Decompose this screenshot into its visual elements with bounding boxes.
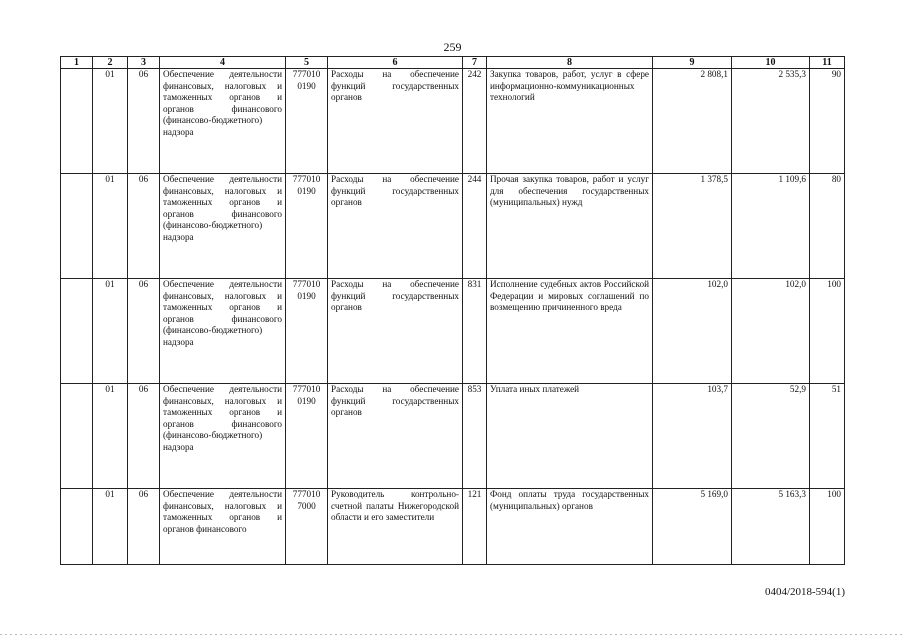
- cell-actual: 102,0: [732, 279, 810, 384]
- table-row: [61, 279, 845, 384]
- column-header: 11: [810, 57, 845, 69]
- cell-expense-name: Прочая закупка товаров, работ и услуг для обеспечения государственных (муниципальных) нужд: [487, 174, 653, 279]
- cell-plan: 103,7: [653, 384, 732, 489]
- cell-section: 01: [93, 69, 128, 174]
- cell-section: 01: [93, 174, 128, 279]
- cell-target-code: 777010 0190: [286, 279, 328, 384]
- cell-plan: 1 378,5: [653, 174, 732, 279]
- column-header: 5: [286, 57, 328, 69]
- cell-actual: 5 163,3: [732, 489, 810, 565]
- cell-target-name: Расходы на обеспечение функций государственных органов: [328, 384, 463, 489]
- document-code: 0404/2018-594(1): [764, 586, 845, 598]
- column-header: 1: [61, 57, 93, 69]
- cell-percent: 90: [810, 69, 845, 174]
- cell-subsection-name: Обеспечение деятельности финансовых, налоговых и таможенных органов и органов финансового (финансово-бюджетного) надзора: [160, 384, 286, 489]
- table-row: [61, 489, 845, 565]
- cell-col1: [61, 69, 93, 174]
- column-header: 8: [487, 57, 653, 69]
- cell-subsection: 06: [128, 69, 160, 174]
- cell-expense-type: 242: [463, 69, 487, 174]
- cell-actual: 1 109,6: [732, 174, 810, 279]
- column-header: 2: [93, 57, 128, 69]
- cell-expense-name: Исполнение судебных актов Российской Федерации и мировых соглашений по возмещению причиненного вреда: [487, 279, 653, 384]
- cell-percent: 100: [810, 489, 845, 565]
- cell-col1: [61, 174, 93, 279]
- table-row: [61, 174, 845, 279]
- cell-actual: 52,9: [732, 384, 810, 489]
- cell-col1: [61, 489, 93, 565]
- cell-section: 01: [93, 489, 128, 565]
- cell-subsection-name: Обеспечение деятельности финансовых, налоговых и таможенных органов и органов финансового (финансово-бюджетного) надзора: [160, 279, 286, 384]
- cell-expense-name: Фонд оплаты труда государственных (муниципальных) органов: [487, 489, 653, 565]
- cell-percent: 80: [810, 174, 845, 279]
- cell-subsection: 06: [128, 489, 160, 565]
- column-header: 7: [463, 57, 487, 69]
- cell-expense-type: 853: [463, 384, 487, 489]
- table-row: [61, 384, 845, 489]
- cell-expense-type: 831: [463, 279, 487, 384]
- cell-subsection: 06: [128, 174, 160, 279]
- cell-subsection-name: Обеспечение деятельности финансовых, налоговых и таможенных органов и органов финансового (финансово-бюджетного) надзора: [160, 69, 286, 174]
- cell-expense-name: Закупка товаров, работ, услуг в сфере информационно-коммуникационных технологий: [487, 69, 653, 174]
- column-header: 4: [160, 57, 286, 69]
- cell-target-name: Расходы на обеспечение функций государственных органов: [328, 69, 463, 174]
- cell-expense-type: 121: [463, 489, 487, 565]
- cell-target-code: 777010 7000: [286, 489, 328, 565]
- cell-actual: 2 535,3: [732, 69, 810, 174]
- page-number: 259: [443, 40, 462, 54]
- cell-section: 01: [93, 384, 128, 489]
- column-header: 3: [128, 57, 160, 69]
- cell-section: 01: [93, 279, 128, 384]
- cell-col1: [61, 279, 93, 384]
- column-header: 10: [732, 57, 810, 69]
- budget-table: [60, 56, 845, 565]
- cell-subsection-name: Обеспечение деятельности финансовых, налоговых и таможенных органов и органов финансового (финансово-бюджетного) надзора: [160, 174, 286, 279]
- cell-plan: 5 169,0: [653, 489, 732, 565]
- cell-plan: 2 808,1: [653, 69, 732, 174]
- cell-target-code: 777010 0190: [286, 384, 328, 489]
- table-row: [61, 69, 845, 174]
- cell-target-code: 777010 0190: [286, 174, 328, 279]
- cell-subsection-name: Обеспечение деятельности финансовых, налоговых и таможенных органов и органов финансового: [160, 489, 286, 565]
- cell-expense-name: Уплата иных платежей: [487, 384, 653, 489]
- cell-expense-type: 244: [463, 174, 487, 279]
- cell-percent: 100: [810, 279, 845, 384]
- header-row: [61, 57, 845, 69]
- column-header: 6: [328, 57, 463, 69]
- cell-subsection: 06: [128, 384, 160, 489]
- cell-target-name: Руководитель контрольно-счетной палаты Нижегородской области и его заместители: [328, 489, 463, 565]
- cell-target-code: 777010 0190: [286, 69, 328, 174]
- cell-target-name: Расходы на обеспечение функций государственных органов: [328, 174, 463, 279]
- cell-subsection: 06: [128, 279, 160, 384]
- column-header: 9: [653, 57, 732, 69]
- cell-target-name: Расходы на обеспечение функций государственных органов: [328, 279, 463, 384]
- scan-edge-line: [0, 634, 905, 635]
- cell-plan: 102,0: [653, 279, 732, 384]
- cell-percent: 51: [810, 384, 845, 489]
- cell-col1: [61, 384, 93, 489]
